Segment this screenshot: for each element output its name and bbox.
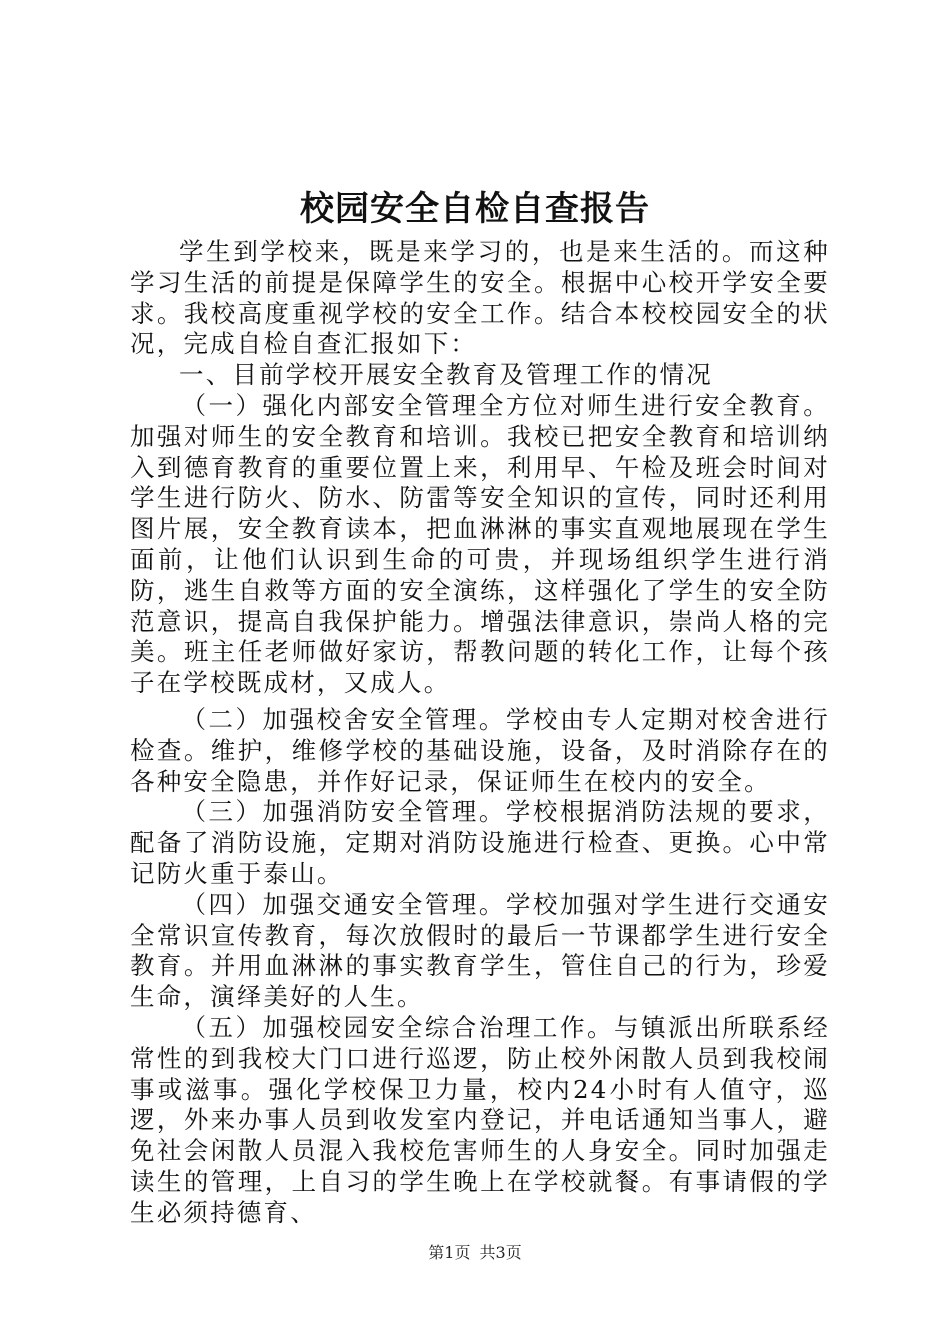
section-heading: 一、目前学校开展安全教育及管理工作的情况 bbox=[179, 360, 713, 390]
page-title: 校园安全自检自查报告 bbox=[300, 189, 650, 229]
page-footer bbox=[0, 1243, 950, 1263]
paragraph-item-4: （四）加强交通安全管理。学校加强对学生进行交通安全常识宣传教育，每次放假时的最后一节课都学生进行安全教育。并用血淋淋的事实教育学生，管住自己的行为，珍爱生命，演绎美好的人生。 bbox=[130, 889, 830, 1012]
paragraph-item-2: （二）加强校舍安全管理。学校由专人定期对校舍进行检查。维护，维修学校的基础设施，设备，及时消除存在的各种安全隐患，并作好记录，保证师生在校内的安全。 bbox=[130, 704, 830, 796]
page-total: 共3页 bbox=[479, 1243, 522, 1262]
paragraph-item-1: （一）强化内部安全管理全方位对师生进行安全教育。加强对师生的安全教育和培训。我校已把安全教育和培训纳入到德育教育的重要位置上来，利用早、午检及班会时间对学生进行防火、防水、防雷等安全知识的宣传，同时还利用图片展，安全教育读本，把血淋淋的事实直观地展现在学生面前，让他们认识到生命的可贵，并现场组织学生进行消防，逃生自救等方面的安全演练，这样强化了学生的安全防范意识，提高自我保护能力。增强法律意识，崇尚人格的完美。班主任老师做好家访，帮教问题的转化工作，让每个孩子在学校既成材，又成人。 bbox=[130, 390, 830, 698]
page-number: 第1页 bbox=[428, 1243, 471, 1262]
paragraph-item-5: （五）加强校园安全综合治理工作。与镇派出所联系经常性的到我校大门口进行巡逻，防止校外闲散人员到我校闹事或滋事。强化学校保卫力量，校内24小时有人值守，巡逻，外来办事人员到收发室内登记，并电话通知当事人，避免社会闲散人员混入我校危害师生的人身安全。同时加强走读生的管理，上自习的学生晚上在学校就餐。有事请假的学生必须持德育、 bbox=[130, 1012, 830, 1227]
paragraph-item-3: （三）加强消防安全管理。学校根据消防法规的要求，配备了消防设施，定期对消防设施进行检查、更换。心中常记防火重于泰山。 bbox=[130, 797, 830, 888]
document-body bbox=[130, 237, 830, 1229]
intro-paragraph: 学生到学校来，既是来学习的，也是来生活的。而这种学习生活的前提是保障学生的安全。根据中心校开学安全要求。我校高度重视学校的安全工作。结合本校校园安全的状况，完成自检自查汇报如下： bbox=[130, 237, 830, 359]
